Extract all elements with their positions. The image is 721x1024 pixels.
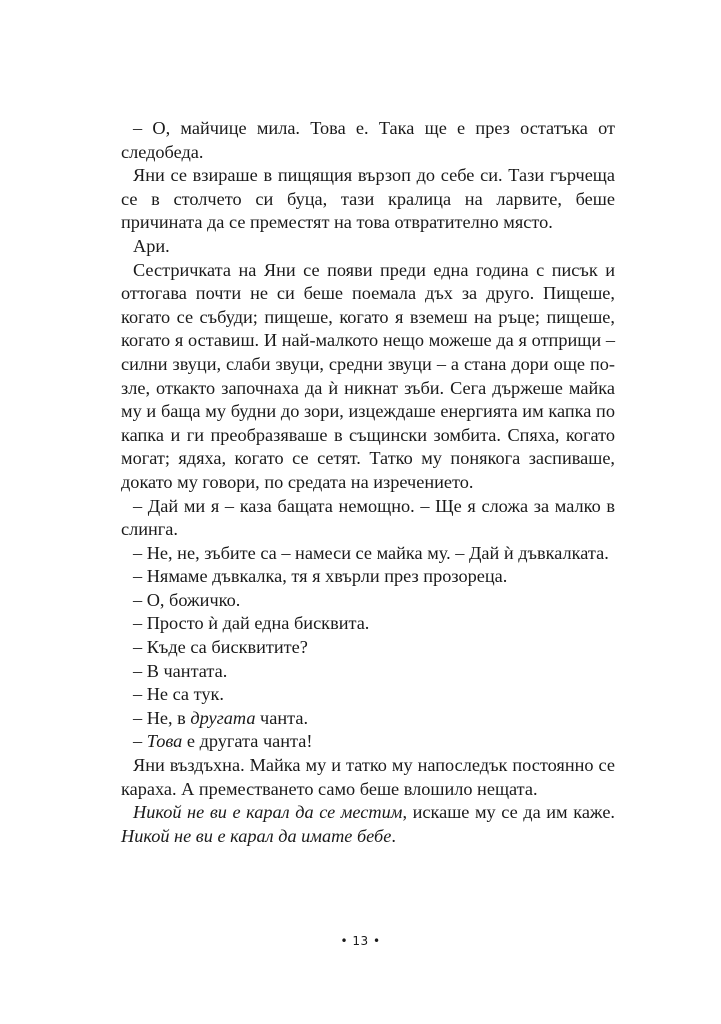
page-number: • 13 •	[340, 934, 381, 948]
paragraph-16-italic-2: Никой не ви е карал да имате бебе	[121, 825, 392, 846]
paragraph-2: Яни се взираше в пищящия вързоп до себе си. Тази гърчеща се в столчето си буца, тази кралица на ларвите, беше причината да се преместят на това отвратително място.	[121, 165, 615, 233]
paragraph-10: – Къде са бисквитите?	[133, 637, 308, 658]
paragraph-14-italic: – Това	[133, 731, 183, 752]
paragraph-11: – В чантата.	[133, 660, 228, 681]
paragraph-16-italic-1: Никой не ви е карал да се местим	[133, 802, 403, 823]
paragraph-1: – О, майчице мила. Това е. Така ще е през остатъка от следобеда.	[121, 118, 615, 162]
paragraph-8: – О, божичко.	[133, 589, 241, 610]
paragraph-7: – Нямаме дъвкалка, тя я хвърли през прозореца.	[133, 566, 508, 587]
paragraph-16-end: .	[391, 825, 396, 846]
paragraph-14-end: е другата чанта!	[182, 731, 313, 752]
body-text	[121, 117, 615, 848]
paragraph-5: – Дай ми я – каза бащата немощно. – Ще я сложа за малко в слинга.	[121, 495, 615, 540]
paragraph-16-middle: , искаше му се да им каже.	[402, 802, 616, 823]
paragraph-13-end: чанта.	[255, 707, 309, 728]
paragraph-6: – Не, не, зъбите са – намеси се майка му. – Дай ѝ дъвкалката.	[133, 542, 609, 563]
paragraph-13-italic: другата	[190, 707, 256, 728]
paragraph-4: Сестричката на Яни се появи преди една година с писък и оттогава почти не си беше поемала дъх за друго. Пищеше, когато се събуди; пищеше, когато я вземеш на ръце; пищеше, когато я оставиш. И най-малкото нещо можеше да я отприщи – силни звуци, слаби звуци, средни звуци – а стана дори още по-зле, откакто започнаха да ѝ никнат зъби. Сега държеше майка му и баща му будни до зори, изцеждаше енергията им капка по капка и ги преобразяваше в същински зомбита. Спяха, когато могат; ядяха, когато се сетят. Татко му понякога заспиваше, докато му говори, по средата на изречението.	[121, 259, 615, 492]
paragraph-15: Яни въздъхна. Майка му и татко му напоследък постоянно се караха. А преместването само беше влошило нещата.	[121, 755, 615, 799]
paragraph-12: – Не са тук.	[133, 684, 224, 705]
paragraph-13-start: – Не, в	[133, 707, 191, 728]
paragraph-13	[121, 707, 615, 731]
paragraph-9: – Просто ѝ дай една бисквита.	[133, 613, 370, 634]
paragraph-16	[121, 801, 615, 848]
paragraph-3: Ари.	[133, 235, 170, 256]
paragraph-14	[121, 730, 615, 754]
